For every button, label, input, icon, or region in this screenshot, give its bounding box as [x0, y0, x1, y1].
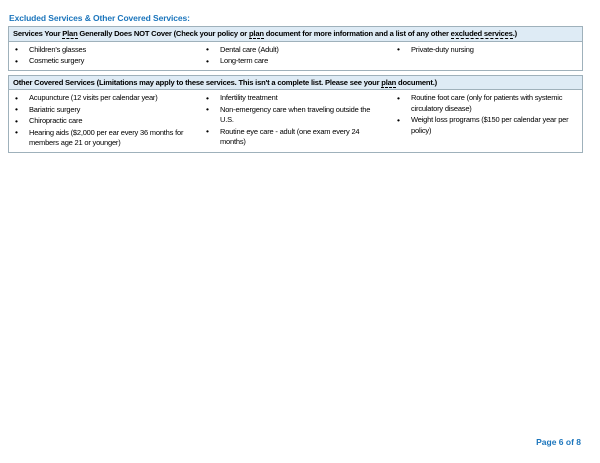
excluded-services-table	[8, 26, 583, 71]
service-list-item: • Acupuncture (12 visits per calendar year)	[9, 93, 200, 104]
bullet-column	[391, 92, 582, 149]
service-list-item: • Cosmetic surgery	[9, 56, 200, 67]
glossary-term-link[interactable]: plan	[248, 29, 264, 38]
service-list-item: • Children's glasses	[9, 45, 200, 56]
other-covered-services-header	[9, 76, 582, 91]
service-list-item: • Weight loss programs ($150 per calendar year per policy)	[391, 115, 582, 136]
bullet-column	[200, 44, 391, 67]
glossary-term-link[interactable]: plan	[381, 77, 397, 87]
service-list-item: • Long-term care	[200, 56, 391, 67]
header-text-segment: document.)	[396, 77, 437, 87]
header-text-segment: Other Covered Services (Limitations may apply to these services. This isn't a complete list. Please see your	[13, 77, 382, 87]
bullet-column	[200, 92, 391, 149]
page-number: Page 6 of 8	[536, 437, 581, 447]
service-list-item: • Dental care (Adult)	[200, 45, 391, 56]
service-list-item: • Private-duty nursing	[391, 45, 582, 56]
service-list-item: • Routine eye care - adult (one exam every 24 months)	[200, 127, 391, 148]
service-list-item: • Bariatric surgery	[9, 105, 200, 116]
service-list-item: • Routine foot care (only for patients with systemic circulatory disease)	[391, 93, 582, 114]
header-text-segment: Services Your	[13, 29, 63, 38]
header-text-segment: document for more information and a list of any other	[263, 29, 451, 38]
service-list-item: • Non-emergency care when traveling outside the U.S.	[200, 105, 391, 126]
glossary-term-link[interactable]: Plan	[62, 29, 78, 38]
service-list-item: • Infertility treatment	[200, 93, 391, 104]
excluded-services-body	[9, 42, 582, 70]
service-list-item: • Chiropractic care	[9, 116, 200, 127]
service-list-item: • Hearing aids ($2,000 per ear every 36 months for members age 21 or younger)	[9, 128, 200, 149]
other-covered-services-body	[9, 90, 582, 152]
bullet-column	[9, 44, 200, 67]
tables-container	[8, 26, 583, 153]
other-covered-services-table	[8, 75, 583, 153]
header-text-segment: .)	[512, 29, 517, 38]
header-text-segment: Generally Does NOT Cover (Check your policy or	[77, 29, 249, 38]
glossary-term-link[interactable]: excluded services	[450, 29, 513, 38]
bullet-column	[9, 92, 200, 149]
page-title: Excluded Services & Other Covered Services:	[9, 13, 190, 23]
bullet-column	[391, 44, 582, 67]
excluded-services-header	[9, 27, 582, 42]
